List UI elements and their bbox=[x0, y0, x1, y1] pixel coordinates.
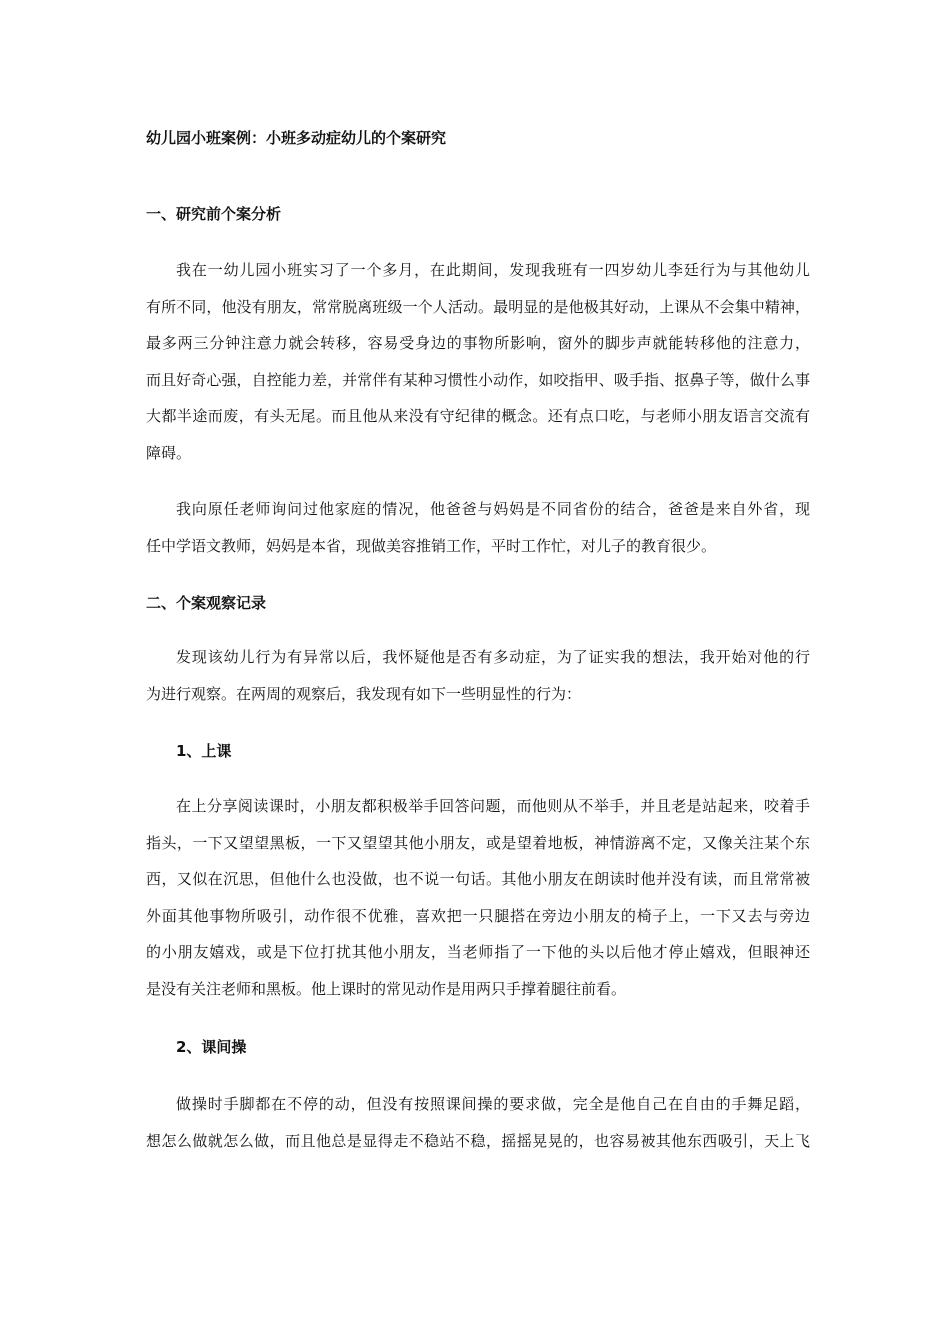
paragraph-family-background bbox=[146, 497, 810, 570]
section-heading-analysis: 一、研究前个案分析 bbox=[146, 205, 282, 223]
subheading-exercise: 2、课间操 bbox=[176, 1038, 247, 1056]
text-line: 做操时手脚都在不停的动，但没有按照课间操的要求做，完全是他自己在自由的手舞足蹈， bbox=[176, 1095, 810, 1113]
text-line: 大都半途而废，有头无尾。而且他从来没有守纪律的概念。还有点口吃，与老师小朋友语言交流有 bbox=[146, 407, 810, 425]
paragraph-observation-intro bbox=[146, 645, 810, 718]
text-line: 我向原任老师询问过他家庭的情况，他爸爸与妈妈是不同省份的结合，爸爸是来自外省，现 bbox=[176, 500, 810, 518]
text-line: 我在一幼儿园小班实习了一个多月，在此期间，发现我班有一四岁幼儿李廷行为与其他幼儿 bbox=[176, 261, 810, 279]
text-line: 想怎么做就怎么做，而且他总是显得走不稳站不稳，摇摇晃晃的，也容易被其他东西吸引，天上飞 bbox=[146, 1131, 810, 1150]
text-line: 有所不同，他没有朋友，常常脱离班级一个人活动。最明显的是他极其好动，上课从不会集中精神， bbox=[146, 297, 810, 316]
subheading-class: 1、上课 bbox=[176, 742, 232, 760]
document-title: 幼儿园小班案例：小班多动症幼儿的个案研究 bbox=[146, 129, 447, 147]
text-line: 障碍。 bbox=[146, 443, 192, 462]
text-line: 最多两三分钟注意力就会转移，容易受身边的事物所影响，窗外的脚步声就能转移他的注意力， bbox=[146, 334, 810, 352]
paragraph-case-description bbox=[146, 258, 810, 477]
text-line: 任中学语文教师，妈妈是本省，现做美容推销工作，平时工作忙，对儿子的教育很少。 bbox=[146, 536, 717, 555]
text-line: 而且好奇心强，自控能力差，并常伴有某种习惯性小动作，如咬指甲、吸手指、抠鼻子等，做什么事 bbox=[146, 370, 810, 389]
text-line: 是没有关注老师和黑板。他上课时的常见动作是用两只手撑着腿往前看。 bbox=[146, 979, 627, 998]
text-line: 西，又似在沉思，但他什么也没做，也不说一句话。其他小朋友在朗读时他并没有读，而且常常被 bbox=[146, 870, 810, 888]
text-line: 指头，一下又望望黑板，一下又望望其他小朋友，或是望着地板，神情游离不定，又像关注某个东 bbox=[146, 833, 810, 852]
text-line: 外面其他事物所吸引，动作很不优雅，喜欢把一只腿搭在旁边小朋友的椅子上，一下又去与旁边 bbox=[146, 906, 810, 925]
paragraph-exercise-behavior bbox=[146, 1092, 810, 1165]
text-line: 在上分享阅读课时，小朋友都积极举手回答问题，而他则从不举手，并且老是站起来，咬着手 bbox=[176, 797, 810, 815]
paragraph-class-behavior bbox=[146, 794, 810, 1013]
text-line: 为进行观察。在两周的观察后，我发现有如下一些明显性的行为： bbox=[146, 684, 582, 703]
text-line: 的小朋友嬉戏，或是下位打扰其他小朋友，当老师指了一下他的头以后他才停止嬉戏，但眼神还 bbox=[146, 943, 810, 961]
text-line: 发现该幼儿行为有异常以后，我怀疑他是否有多动症，为了证实我的想法，我开始对他的行 bbox=[176, 648, 810, 666]
section-heading-observation: 二、个案观察记录 bbox=[146, 594, 267, 612]
